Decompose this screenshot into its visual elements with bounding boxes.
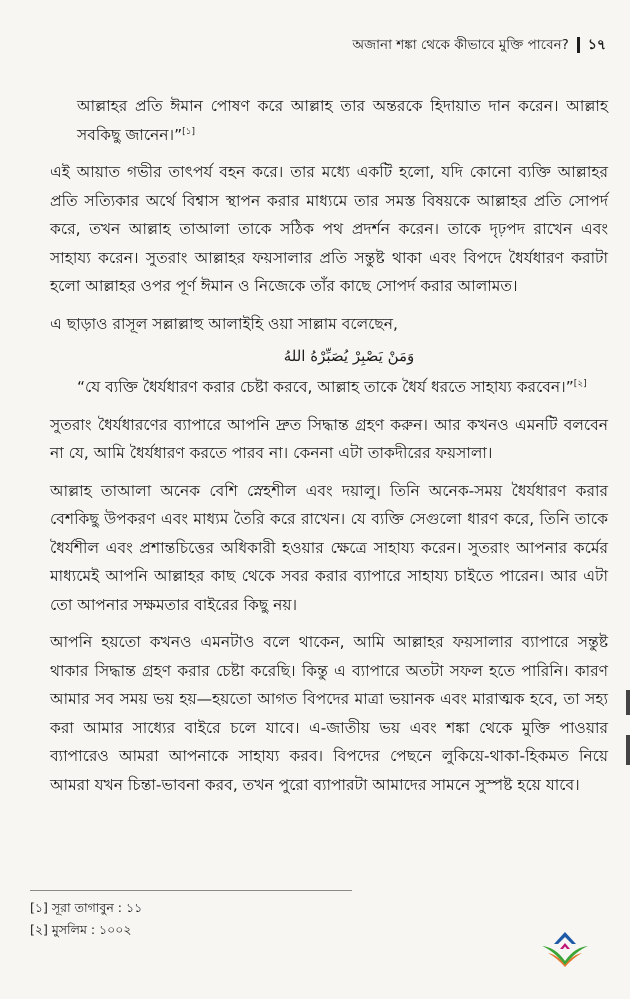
- page-body: [50, 92, 608, 808]
- footnote-2: [২] মুসলিম : ১০০২: [30, 922, 132, 937]
- arabic-hadith: وَمَنْ يَصْبِرْ يُصَبِّرْهُ اللهُ: [283, 347, 415, 365]
- footnote-1: [১] সূরা তাগাবুন : ১১: [30, 900, 143, 915]
- chapter-title: অজানা শঙ্কা থেকে কীভাবে মুক্তি পাবেন?: [352, 36, 569, 53]
- logo-blue-mark: [554, 932, 576, 944]
- page-edge-mark: [626, 735, 630, 765]
- page-number: ১৭: [587, 37, 606, 53]
- page-edge-mark: [626, 690, 630, 715]
- footnotes: [30, 897, 142, 941]
- hadith-translation: [50, 373, 608, 402]
- paragraph-4: আল্লাহ তাআলা অনেক বেশি স্নেহশীল এবং দয়ালু। তিনি অনেক-সময় ধৈর্যধারণ করার বেশকিছু উপকরণ এবং মাধ্যম তৈরি করে রাখেন। যে ব্যক্তি সেগুলো ধারণ করে, তিনি তাকে ধৈর্যশীল এবং প্রশান্তচিত্তের অধিকারী হওয়ার ক্ষেত্রে সাহায্য করেন। সুতরাং আপনার কর্মের মাধ্যমেই আপনি আল্লাহর কাছ থেকে সবর করার ব্যাপারে সাহায্য চাইতে পারেন। আর এটা তো আপনার সক্ষমতার বাইরের কিছু নয়।: [50, 481, 608, 614]
- paragraph-2: এ ছাড়াও রাসূল সল্লাল্লাহু আলাইহি ওয়া সাল্লাম বলেছেন,: [50, 314, 398, 333]
- logo-green-wings: [542, 946, 588, 965]
- header-divider: [577, 37, 580, 53]
- paragraph-3: সুতরাং ধৈর্যধারণের ব্যাপারে আপনি দ্রুত সিদ্ধান্ত গ্রহণ করুন। আর কখনও এমনটি বলবেন না যে, আমি ধৈর্যধারণ করতে পারব না। কেননা এটা তাকদীরের ফয়সালা।: [50, 415, 608, 462]
- paragraph-1: এই আয়াত গভীর তাৎপর্য বহন করে। তার মধ্যে একটি হলো, যদি কোনো ব্যক্তি আল্লাহর প্রতি সত্যিকার অর্থে বিশ্বাস স্থাপন করার মাধ্যমে তার সমস্ত বিষয়কে আল্লাহর প্রতি সোপর্দ করে, তখন আল্লাহ তাআলা তাকে সঠিক পথ প্রদর্শন করেন। তাকে দৃঢ়পদ রাখেন এবং সাহায্য করেন। সুতরাং আল্লাহর ফয়সালার প্রতি সন্তুষ্ট থাকা এবং বিপদে ধৈর্যধারণ করাটা হলো আল্লাহর ওপর পূর্ণ ঈমান ও নিজেকে তাঁর কাছে সোপর্দ করার আলামত।: [50, 163, 608, 295]
- publisher-logo-icon: [540, 929, 590, 969]
- footnote-ref-2: [২]: [573, 378, 587, 389]
- quote-text: আল্লাহর প্রতি ঈমান পোষণ করে আল্লাহ তার অন্তরকে হিদায়াত দান করেন। আল্লাহ সবকিছু জানেন।”: [77, 97, 608, 144]
- footnote-ref-1: [১]: [182, 126, 196, 137]
- footnote-divider: [30, 890, 352, 891]
- quote-continuation: [50, 92, 608, 149]
- running-header: [352, 33, 606, 57]
- logo-pink-mark: [560, 943, 570, 949]
- paragraph-5: আপনি হয়তো কখনও এমনটাও বলে থাকেন, আমি আল্লাহর ফয়সালার ব্যাপারে সন্তুষ্ট থাকার সিদ্ধান্ত গ্রহণ করার চেষ্টা করেছি। কিন্তু এ ব্যাপারে অতটা সফল হতে পারিনি। কারণ আমার সব সময় ভয় হয়—হয়তো আগত বিপদের মাত্রা ভয়ানক এবং মারাত্মক হবে, তা সহ্য করা আমার সাধ্যের বাইরে চলে যাবে। এ-জাতীয় ভয় এবং শঙ্কা থেকে মুক্তি পাওয়ার ব্যাপারেও আমরা আপনাকে সাহায্য করব। বিপদের পেছনে লুকিয়ে-থাকা-হিকমত নিয়ে আমরা যখন চিন্তা-ভাবনা করব, তখন পুরো ব্যাপারটা আমাদের সামনে সুস্পষ্ট হয়ে যাবে।: [50, 633, 608, 794]
- hadith-text: “যে ব্যক্তি ধৈর্যধারণ করার চেষ্টা করবে, আল্লাহ তাকে ধৈর্য ধরতে সাহায্য করবেন।”: [77, 378, 574, 396]
